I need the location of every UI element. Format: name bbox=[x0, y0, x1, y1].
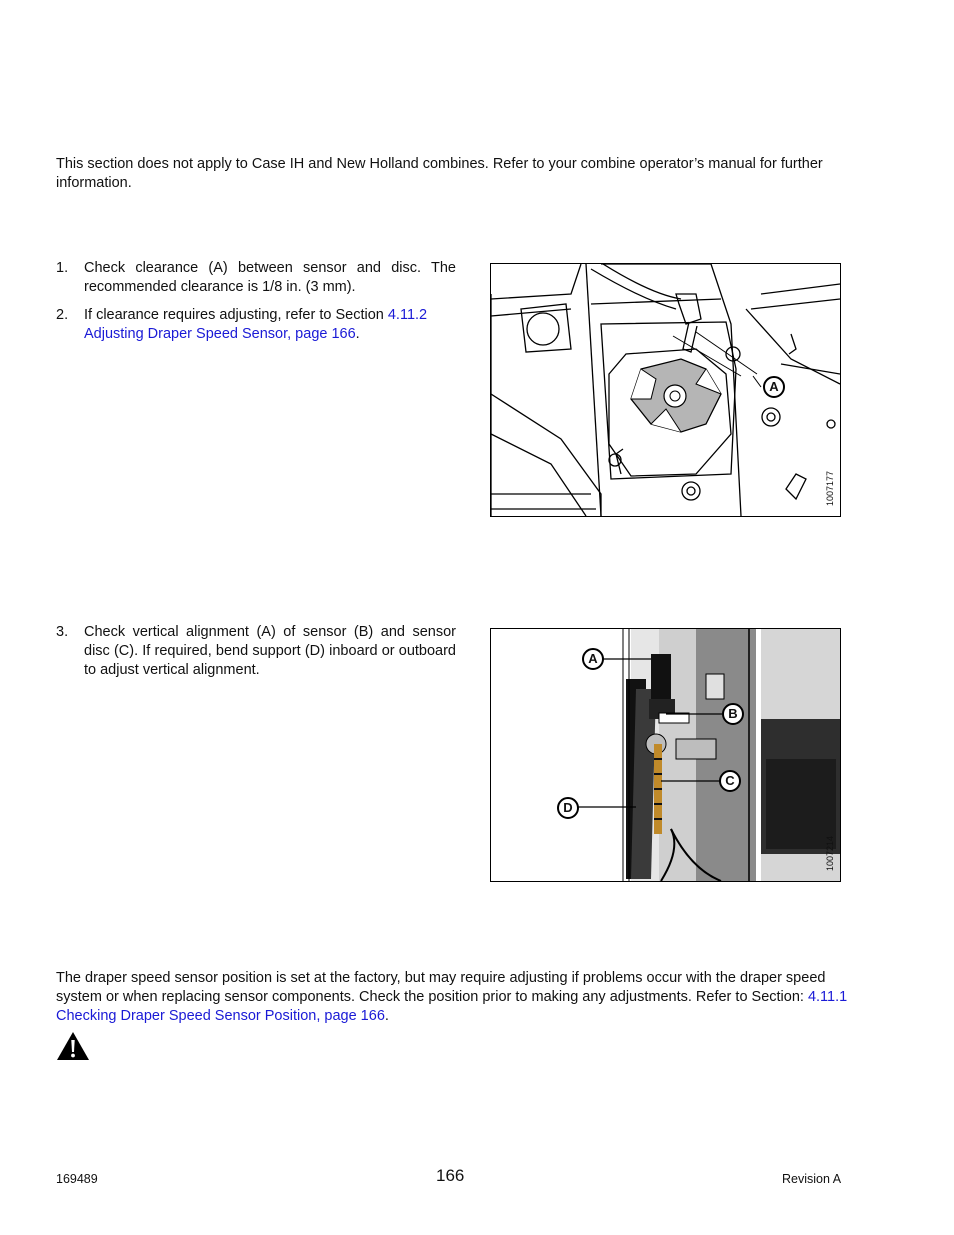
warning-icon bbox=[56, 1031, 90, 1061]
step-number: 2. bbox=[56, 307, 69, 323]
callout-a: A bbox=[582, 648, 604, 670]
page-number: 166 bbox=[436, 1166, 465, 1185]
callout-a-label: A bbox=[769, 379, 779, 394]
step-number: 3. bbox=[56, 624, 69, 640]
callout-d: D bbox=[557, 797, 579, 819]
sensor-clearance-illustration bbox=[491, 264, 840, 516]
figure-vertical-alignment bbox=[490, 628, 841, 882]
step-text: Check vertical alignment (A) of sensor (B) and sensor disc (C). If required, bend support (D) inboard or outboard to adjust vertical alignment. bbox=[84, 624, 456, 678]
link-checking-sensor[interactable]: 4.11.1 Checking Draper Speed Sensor Position, page 166 bbox=[56, 989, 848, 1024]
step-1 bbox=[56, 259, 456, 297]
intro-paragraph bbox=[56, 155, 856, 193]
step-2: 2. If clearance requires adjusting, refer to Section 4.11.2 Adjusting Draper Speed Sensor, page 166. bbox=[56, 307, 428, 342]
figure-sensor-clearance bbox=[490, 263, 841, 517]
vertical-alignment-illustration bbox=[491, 629, 840, 881]
adjust-paragraph: The draper speed sensor position is set at the factory, but may require adjusting if problems occur with the draper speed system or when replacing sensor components. Check the position prior to making any adjustments. Refer to Section: 4.11.1 Checking Draper Speed Sensor Position, page 166. bbox=[56, 970, 848, 1024]
callout-b: B bbox=[722, 703, 744, 725]
callout-c: C bbox=[719, 770, 741, 792]
callout-a bbox=[763, 376, 785, 398]
step-number: 1. bbox=[56, 260, 69, 276]
step-text: Check clearance (A) between sensor and disc. The recommended clearance is 1/8 in. (3 mm). bbox=[84, 260, 456, 295]
link-adjusting-sensor[interactable]: 4.11.2 Adjusting Draper Speed Sensor, page 166 bbox=[84, 307, 428, 342]
intro-text: This section does not apply to Case IH and New Holland combines. Refer to your combine operator’s manual for further information. bbox=[56, 156, 823, 191]
figure-number: 1007214 bbox=[825, 835, 835, 871]
revision: Revision A bbox=[782, 1172, 842, 1186]
step-text: If clearance requires adjusting, refer to Section bbox=[84, 307, 388, 323]
doc-number: 169489 bbox=[56, 1172, 98, 1186]
step-3 bbox=[56, 623, 456, 680]
figure-number: 1007177 bbox=[825, 470, 835, 506]
